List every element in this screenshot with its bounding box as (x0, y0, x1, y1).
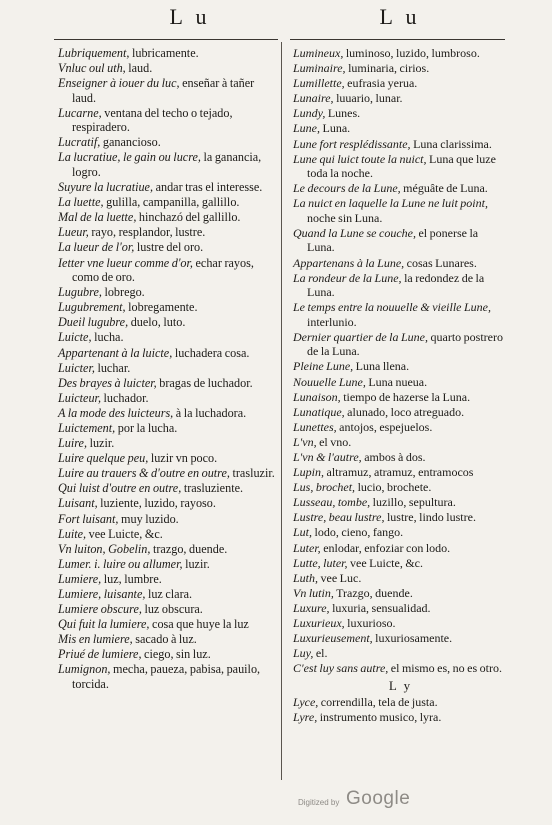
dictionary-entry (293, 196, 508, 225)
entry-definition: mecha, paueza, pabisa, pauilo, torcida. (72, 662, 261, 691)
entry-definition: luminaria, cirios. (345, 61, 430, 76)
dictionary-entry (293, 571, 508, 586)
entry-definition: cosa que huye la luz (149, 617, 249, 632)
dictionary-entry (58, 557, 278, 572)
entry-definition: interlunio. (307, 314, 357, 329)
dictionary-entry (58, 150, 278, 179)
dictionary-entry (58, 587, 278, 602)
dictionary-entry (58, 406, 278, 421)
running-head-right: L u (379, 4, 421, 29)
dictionary-entry (58, 361, 278, 376)
dictionary-entry (293, 256, 508, 271)
entry-definition: cosas Lunares. (404, 255, 477, 270)
entry-headword: Lugubre, (58, 285, 102, 300)
entry-headword: Pleine Lune, (293, 359, 354, 374)
entry-headword: L'vn, (293, 434, 317, 449)
entry-headword: Quand la Lune se couche, (293, 225, 416, 240)
digitization-watermark (298, 788, 458, 812)
entry-headword: La nuict en laquelle la Lune ne luit point, (293, 196, 488, 211)
entry-headword: Lucarne, (58, 105, 102, 120)
entry-headword: Lumer. i. luire ou allumer, (58, 556, 183, 571)
dictionary-entry (293, 226, 508, 255)
entry-headword: Luictement, (58, 420, 116, 435)
dictionary-entry (293, 646, 508, 661)
dictionary-entry (293, 359, 508, 374)
dictionary-entry (293, 330, 508, 359)
dictionary-entry (293, 541, 508, 556)
entry-headword: Lupin, (293, 465, 325, 480)
entry-definition: muy luzido. (118, 511, 179, 526)
running-head-left: L u (169, 4, 211, 29)
dictionary-entry (58, 602, 278, 617)
entry-headword: Lustre, beau lustre, (293, 510, 385, 525)
dictionary-entry (58, 496, 278, 511)
entry-headword: Lune qui luict toute la nuict, (293, 151, 427, 166)
entry-headword: Lucratif, (58, 135, 101, 150)
section-heading: L y (388, 677, 413, 693)
entry-definition: Luna. (320, 121, 351, 136)
entry-headword: Lubriquement, (58, 46, 130, 60)
dictionary-entry (58, 210, 278, 225)
entry-headword: Luire au trauers & d'outre en outre, (58, 466, 230, 481)
entry-definition: altramuz, atramuz, entramocos (324, 465, 474, 480)
entry-definition: la ganancia, logro. (72, 150, 262, 179)
entry-headword: Le temps entre la nouuelle & vieille Lune, (293, 300, 492, 315)
dictionary-entry (58, 421, 278, 436)
right-column-entries (293, 46, 508, 676)
entry-definition: trazgo, duende. (150, 541, 228, 556)
dictionary-entry (58, 315, 278, 330)
dictionary-entry (58, 647, 278, 662)
dictionary-entry (293, 616, 508, 631)
entry-definition: luxuria, sensualidad. (329, 600, 431, 615)
dictionary-entry (293, 181, 508, 196)
entry-headword: La luette, (58, 195, 104, 210)
entry-definition: luchar. (94, 360, 131, 375)
entry-headword: Lunatique, (293, 404, 345, 419)
entry-definition: lucio, brochete. (355, 480, 432, 495)
entry-definition: lustre, lindo lustre. (384, 510, 476, 525)
entry-definition: andar tras el interesse. (153, 180, 263, 195)
dictionary-entry (58, 300, 278, 315)
entry-definition: instrumento musico, lyra. (317, 709, 442, 724)
dictionary-entry (58, 240, 278, 255)
dictionary-entry (293, 525, 508, 540)
dictionary-entry (58, 180, 278, 195)
entry-definition: lucha. (91, 330, 124, 345)
entry-headword: Luite, (58, 526, 87, 541)
dictionary-entry (58, 391, 278, 406)
entry-headword: Luxurieusement, (293, 631, 373, 646)
entry-definition: enseñar à tañer laud. (72, 76, 255, 105)
dictionary-entry (293, 375, 508, 390)
entry-headword: Luth, (293, 570, 319, 585)
entry-headword: Lus, brochet, (293, 480, 356, 495)
dictionary-entry (293, 405, 508, 420)
entry-headword: Lyre, (293, 709, 318, 724)
entry-headword: Qui luist d'outre en outre, (58, 481, 182, 496)
dictionary-entry (58, 135, 278, 150)
dictionary-entry (58, 466, 278, 481)
entry-headword: Suyure la lucratiue, (58, 180, 154, 195)
dictionary-entry (293, 631, 508, 646)
dictionary-entry (58, 527, 278, 542)
entry-definition: trasluziente. (181, 481, 244, 496)
dictionary-entry (58, 195, 278, 210)
left-column (58, 46, 278, 692)
entry-definition: bragas de luchador. (156, 375, 253, 390)
entry-headword: Luicter, (58, 360, 95, 375)
entry-headword: Lyce, (293, 694, 319, 709)
dictionary-entry (293, 91, 508, 106)
entry-headword: Lumillette, (293, 76, 345, 91)
dictionary-entry (58, 617, 278, 632)
dictionary-entry (293, 710, 508, 725)
dictionary-entry (58, 542, 278, 557)
entry-definition: duelo, luto. (128, 315, 186, 330)
entry-headword: La lucratiue, le gain ou lucre, (58, 150, 201, 165)
entry-definition: luzir. (87, 436, 115, 451)
dictionary-entry (293, 480, 508, 495)
dictionary-entry (293, 661, 508, 676)
dictionary-entry (293, 121, 508, 136)
dictionary-entry (293, 695, 508, 710)
dictionary-entry (293, 46, 508, 61)
column-divider (281, 42, 282, 780)
entry-definition: luchador. (101, 390, 149, 405)
entry-headword: Dueil lugubre, (58, 315, 129, 330)
dictionary-entry (293, 137, 508, 152)
entry-definition: lustre del oro. (134, 240, 204, 255)
entry-headword: Priué de lumiere, (58, 647, 142, 662)
dictionary-entry (293, 510, 508, 525)
entry-definition: lodo, cieno, fango. (312, 525, 404, 540)
dictionary-entry (58, 662, 278, 691)
entry-headword: Vnluc oul uth, (58, 61, 126, 76)
entry-headword: Lugubrement, (58, 300, 126, 315)
entry-definition: Lunes. (325, 106, 361, 121)
dictionary-entry (58, 346, 278, 361)
entry-definition: luzir vn poco. (148, 451, 218, 466)
entry-headword: Lumignon, (58, 662, 111, 677)
entry-definition: enlodar, enfoziar con lodo. (320, 540, 451, 555)
entry-headword: Luxure, (293, 600, 330, 615)
entry-definition: ambos à dos. (361, 449, 426, 464)
entry-definition: Trazgo, duende. (333, 585, 413, 600)
entry-definition: la redondez de la Luna. (307, 270, 485, 300)
entry-headword: Lumiere obscure, (58, 602, 142, 617)
entry-definition: rayo, resplandor, lustre. (88, 225, 206, 240)
entry-definition: Luna nueua. (365, 374, 428, 389)
entry-definition: eufrasia yerua. (344, 76, 418, 91)
entry-definition: à la luchadora. (173, 405, 247, 420)
entry-definition: vee Luc. (318, 570, 362, 585)
entry-headword: Lune fort resplédissante, (293, 136, 411, 151)
dictionary-entry (58, 572, 278, 587)
dictionary-entry (58, 632, 278, 647)
entry-headword: Lumiere, (58, 571, 102, 586)
dictionary-entry (58, 46, 278, 61)
entry-definition: quarto postrero de la Luna. (307, 329, 503, 359)
entry-definition: luxurioso. (344, 616, 396, 630)
entry-headword: Qui fuit la lumiere, (58, 617, 150, 632)
dictionary-entry (58, 512, 278, 527)
right-column-after-entries (293, 695, 508, 725)
entry-definition: el vno. (316, 434, 352, 449)
entry-definition: luz, lumbre. (101, 571, 162, 586)
dictionary-entry (293, 152, 508, 181)
entry-definition: luzillo, sepultura. (370, 495, 456, 510)
entry-headword: Luxurieux, (293, 616, 345, 630)
dictionary-entry (58, 61, 278, 76)
entry-headword: Luire quelque peu, (58, 451, 149, 466)
header-rule-right (290, 39, 505, 40)
header-rule-left (54, 39, 278, 40)
entry-headword: Lumiere, luisante, (58, 587, 146, 601)
entry-definition: lobregamente. (125, 300, 198, 315)
dictionary-entry (293, 586, 508, 601)
entry-definition: vee Luicte, &c. (347, 555, 423, 570)
entry-definition: vee Luicte, &c. (86, 526, 163, 541)
entry-headword: Lut, (293, 525, 313, 540)
entry-headword: Mal de la luette, (58, 210, 137, 225)
entry-definition: Luna clarissima. (410, 136, 492, 151)
entry-definition: Luna llena. (353, 359, 410, 374)
entry-headword: Luisant, (58, 496, 98, 511)
entry-definition: el. (313, 646, 328, 661)
dictionary-entry (293, 450, 508, 465)
entry-headword: Nouuelle Lune, (293, 374, 366, 389)
entry-definition: tiempo de hazerse la Luna. (340, 389, 471, 404)
entry-definition: laud. (125, 61, 153, 76)
entry-headword: C'est luy sans autre, (293, 661, 389, 676)
entry-headword: Vn luiton, Gobelin, (58, 541, 151, 556)
google-logo: Google (346, 788, 411, 809)
dictionary-entry (293, 495, 508, 510)
entry-headword: La rondeur de la Lune, (293, 270, 402, 285)
dictionary-entry (293, 76, 508, 91)
dictionary-entry (293, 556, 508, 571)
dictionary-entry (58, 76, 278, 105)
entry-headword: Enseigner à iouer du luc, (58, 76, 180, 91)
dictionary-entry (58, 376, 278, 391)
entry-headword: Luicteur, (58, 390, 101, 405)
dictionary-entry (293, 435, 508, 450)
entry-definition: echar rayos, como de oro. (72, 255, 254, 285)
entry-headword: Lunaison, (293, 389, 341, 404)
entry-headword: Lunaire, (293, 91, 334, 106)
dictionary-entry (58, 106, 278, 135)
entry-definition: el mismo es, no es otro. (388, 661, 502, 676)
entry-headword: Luminaire, (293, 61, 346, 76)
entry-headword: Ietter vne lueur comme d'or, (58, 255, 193, 270)
entry-headword: Lunettes, (293, 419, 337, 434)
entry-headword: Mis en lumiere, (58, 632, 133, 647)
entry-headword: Lueur, (58, 225, 89, 240)
entry-definition: luz clara. (145, 587, 193, 601)
entry-headword: La lueur de l'or, (58, 240, 135, 255)
entry-headword: Des brayes à luicter, (58, 375, 157, 390)
entry-headword: Luicte, (58, 330, 92, 345)
entry-definition: alunado, loco atreguado. (344, 404, 465, 419)
entry-definition: ventana del techo o tejado, respiradero. (72, 105, 233, 135)
entry-definition: luzir. (182, 556, 210, 571)
entry-headword: Le decours de la Lune, (293, 181, 401, 196)
dictionary-entry (58, 436, 278, 451)
entry-definition: luxuriosamente. (372, 631, 453, 646)
entry-headword: Luire, (58, 436, 88, 451)
entry-definition: luchadera cosa. (172, 345, 250, 360)
dictionary-entry (293, 300, 508, 329)
entry-definition: lubricamente. (129, 46, 199, 60)
entry-headword: Lumineux, (293, 46, 344, 60)
entry-headword: L'vn & l'autre, (293, 449, 362, 464)
entry-definition: lobrego. (101, 285, 145, 300)
dictionary-entry (293, 106, 508, 121)
entry-definition: hinchazó del gallillo. (136, 210, 241, 225)
entry-definition: méguâte de Luna. (400, 181, 488, 196)
dictionary-entry (58, 285, 278, 300)
dictionary-entry (58, 225, 278, 240)
entry-headword: Fort luisant, (58, 511, 119, 526)
entry-headword: Appartenant à la luicte, (58, 345, 173, 360)
entry-headword: Dernier quartier de la Lune, (293, 329, 428, 344)
dictionary-entry (58, 330, 278, 345)
entry-definition: luminoso, luzido, lumbroso. (343, 46, 480, 60)
dictionary-entry (293, 420, 508, 435)
entry-headword: Luy, (293, 646, 314, 661)
dictionary-entry (58, 451, 278, 466)
dictionary-entry (293, 601, 508, 616)
entry-definition: noche sin Luna. (307, 210, 383, 225)
entry-headword: Luter, (293, 540, 321, 555)
dictionary-entry (293, 271, 508, 300)
entry-headword: Vn lutin, (293, 585, 334, 600)
entry-headword: Lune, (293, 121, 320, 136)
right-column (293, 46, 508, 725)
entry-definition: por la lucha. (115, 420, 178, 435)
entry-headword: Appartenans à la Lune, (293, 255, 405, 270)
entry-definition: ciego, sin luz. (141, 647, 211, 662)
entry-definition: Luna que luze toda la noche. (307, 151, 496, 181)
entry-definition: antojos, espejuelos. (336, 419, 433, 434)
entry-headword: A la mode des luicteurs, (58, 405, 174, 420)
entry-definition: sacado à luz. (132, 632, 197, 647)
entry-definition: ganancioso. (100, 135, 161, 150)
entry-headword: Lusseau, tombe, (293, 495, 371, 510)
entry-definition: luuario, lunar. (333, 91, 403, 106)
entry-definition: trasluzir. (229, 466, 275, 481)
entry-definition: gulilla, campanilla, gallillo. (103, 195, 240, 210)
dictionary-entry (58, 256, 278, 285)
entry-definition: correndilla, tela de justa. (318, 694, 438, 709)
dictionary-entry (293, 61, 508, 76)
entry-definition: luziente, luzido, rayoso. (97, 496, 216, 511)
entry-headword: Lutte, luter, (293, 555, 348, 570)
dictionary-entry (58, 481, 278, 496)
entry-definition: el ponerse la Luna. (307, 225, 479, 255)
entry-headword: Lundy, (293, 106, 326, 121)
entry-definition: luz obscura. (141, 602, 203, 617)
dictionary-entry (293, 465, 508, 480)
digitized-by-text: Digitized by (298, 798, 340, 807)
dictionary-entry (293, 390, 508, 405)
